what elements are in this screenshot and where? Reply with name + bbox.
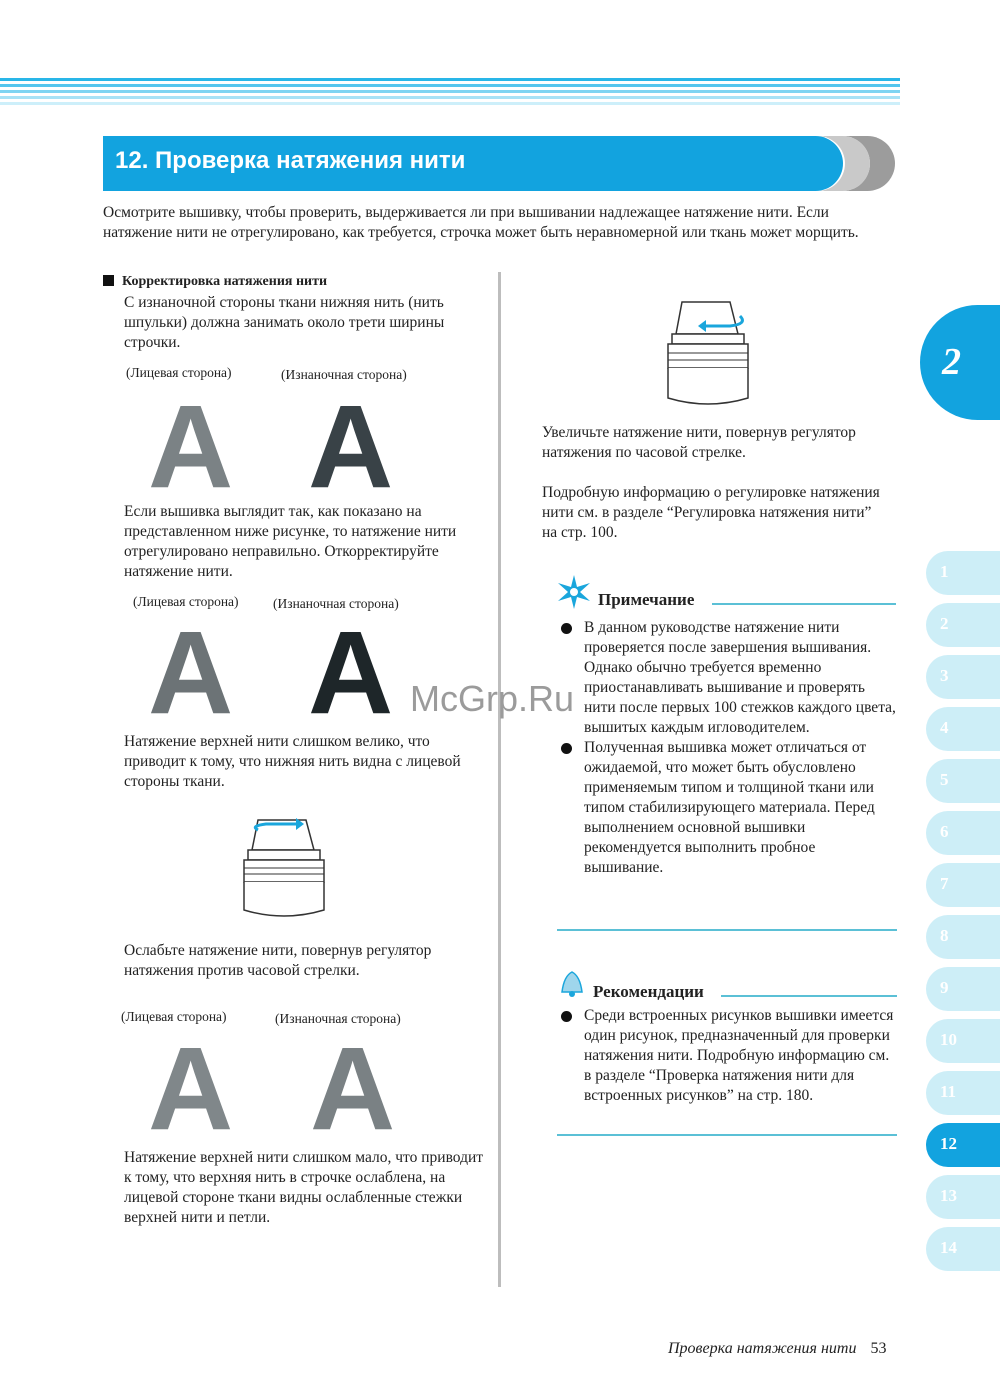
note-list xyxy=(557,618,897,878)
paragraph-reference: Подробную информацию о регулировке натяжения нити см. в разделе “Регулировка натяжения нити” на стр. 100. xyxy=(542,484,880,541)
page-footer xyxy=(668,1340,886,1358)
paragraph-increase: Увеличьте натяжение нити, повернув регулятор натяжения по часовой стрелке. xyxy=(542,424,856,461)
paragraph-loosen: Ослабьте натяжение нити, повернув регулятор натяжения против часовой стрелки. xyxy=(124,942,432,979)
chapter-index-tab[interactable]: 9 xyxy=(926,967,1000,1011)
chapter-index-tab[interactable]: 10 xyxy=(926,1019,1000,1063)
caption-front: (Лицевая сторона) xyxy=(133,594,239,609)
note-sparkle-icon xyxy=(556,575,592,609)
caption-back: (Изнаночная сторона) xyxy=(281,367,407,382)
paragraph-loose: Натяжение верхней нити слишком мало, что приводит к тому, что верхняя нить в строчке ослаблена, на лицевой стороне ткани видны ослабленные стежки верхней нити и петли. xyxy=(124,1149,484,1226)
tip-list xyxy=(557,1006,897,1106)
caption-front: (Лицевая сторона) xyxy=(121,1009,227,1024)
note-title: Примечание xyxy=(598,590,695,609)
footer-section: Проверка натяжения нити xyxy=(668,1340,857,1357)
tip-bottom-rule xyxy=(557,1134,897,1136)
chapter-index-tab[interactable]: 5 xyxy=(926,759,1000,803)
page-title: 12. Проверка натяжения нити xyxy=(115,147,466,174)
letter-a-front-correct: A xyxy=(148,381,234,513)
column-divider xyxy=(498,272,501,1287)
chapter-index-tab-active[interactable]: 12 xyxy=(926,1123,1000,1167)
caption-front: (Лицевая сторона) xyxy=(126,365,232,380)
tip-title: Рекомендации xyxy=(593,982,704,1001)
chapter-index-tab[interactable]: 7 xyxy=(926,863,1000,907)
letter-a-front-tight: A xyxy=(148,607,234,739)
paragraph-correct: С изнаночной стороны ткани нижняя нить (нить шпульки) должна занимать около трети ширины строчки. xyxy=(124,294,445,351)
letter-a-back-loose: A xyxy=(310,1023,396,1155)
square-bullet-icon xyxy=(103,275,114,286)
note-item: Полученная вышивка может отличаться от ожидаемой, что может быть обусловлено применяемым типом и толщиной ткани или типом стабилизирующего материала. Перед выполнением основной вышивки рекомендуется выполнить пробное вышивание. xyxy=(557,738,897,878)
tension-dial-clockwise-illustration xyxy=(660,296,760,414)
chapter-index-tab[interactable]: 2 xyxy=(926,603,1000,647)
chapter-index-tab[interactable]: 3 xyxy=(926,655,1000,699)
watermark: McGrp.Ru xyxy=(410,678,575,719)
chapter-index-tab[interactable]: 1 xyxy=(926,551,1000,595)
chapter-index-tab[interactable]: 14 xyxy=(926,1227,1000,1271)
chapter-index-tab[interactable]: 11 xyxy=(926,1071,1000,1115)
letter-a-front-loose: A xyxy=(148,1023,234,1155)
chapter-index-tab[interactable]: 4 xyxy=(926,707,1000,751)
tension-dial-counterclockwise-illustration xyxy=(236,810,336,925)
section-heading: Корректировка натяжения нити xyxy=(103,274,327,290)
chapter-index-tab[interactable]: 8 xyxy=(926,915,1000,959)
header-stripes xyxy=(0,78,900,108)
chapter-tab[interactable]: 2 xyxy=(920,305,1000,420)
intro-text: Осмотрите вышивку, чтобы проверить, выдерживается ли при вышивании надлежащее натяжение нити. Если натяжение нити не отрегулировано, как требуется, строчка может быть неравномерной или ткань может морщить. xyxy=(103,204,859,241)
note-rule xyxy=(712,603,896,605)
note-item: В данном руководстве натяжение нити проверяется после завершения вышивания. Однако обычно требуется временно приостанавливать вышивание и проверять нити после первых 100 стежков каждого цвета, вышитых каждым игловодителем. xyxy=(557,618,897,738)
paragraph-incorrect: Если вышивка выглядит так, как показано на представленном ниже рисунке, то натяжение нити отрегулировано неправильно. Откорректируйте натяжение нити. xyxy=(124,503,457,580)
caption-back: (Изнаночная сторона) xyxy=(275,1011,401,1026)
tip-rule xyxy=(721,995,897,997)
bell-icon xyxy=(556,966,588,1000)
chapter-index-tab[interactable]: 6 xyxy=(926,811,1000,855)
letter-a-back-correct: A xyxy=(308,381,394,513)
paragraph-tight: Натяжение верхней нити слишком велико, что приводит к тому, что нижняя нить видна с лицевой стороны ткани. xyxy=(124,733,461,790)
tip-item: Среди встроенных рисунков вышивки имеется один рисунок, предназначенный для проверки натяжения нити. Подробную информацию см. в разделе “Проверка натяжения нити для встроенных рисунков” на стр. 180. xyxy=(557,1006,897,1106)
page-number: 53 xyxy=(870,1340,887,1357)
chapter-index-tab[interactable]: 13 xyxy=(926,1175,1000,1219)
caption-back: (Изнаночная сторона) xyxy=(273,596,399,611)
note-bottom-rule xyxy=(557,929,897,931)
letter-a-back-tight: A xyxy=(308,607,394,739)
